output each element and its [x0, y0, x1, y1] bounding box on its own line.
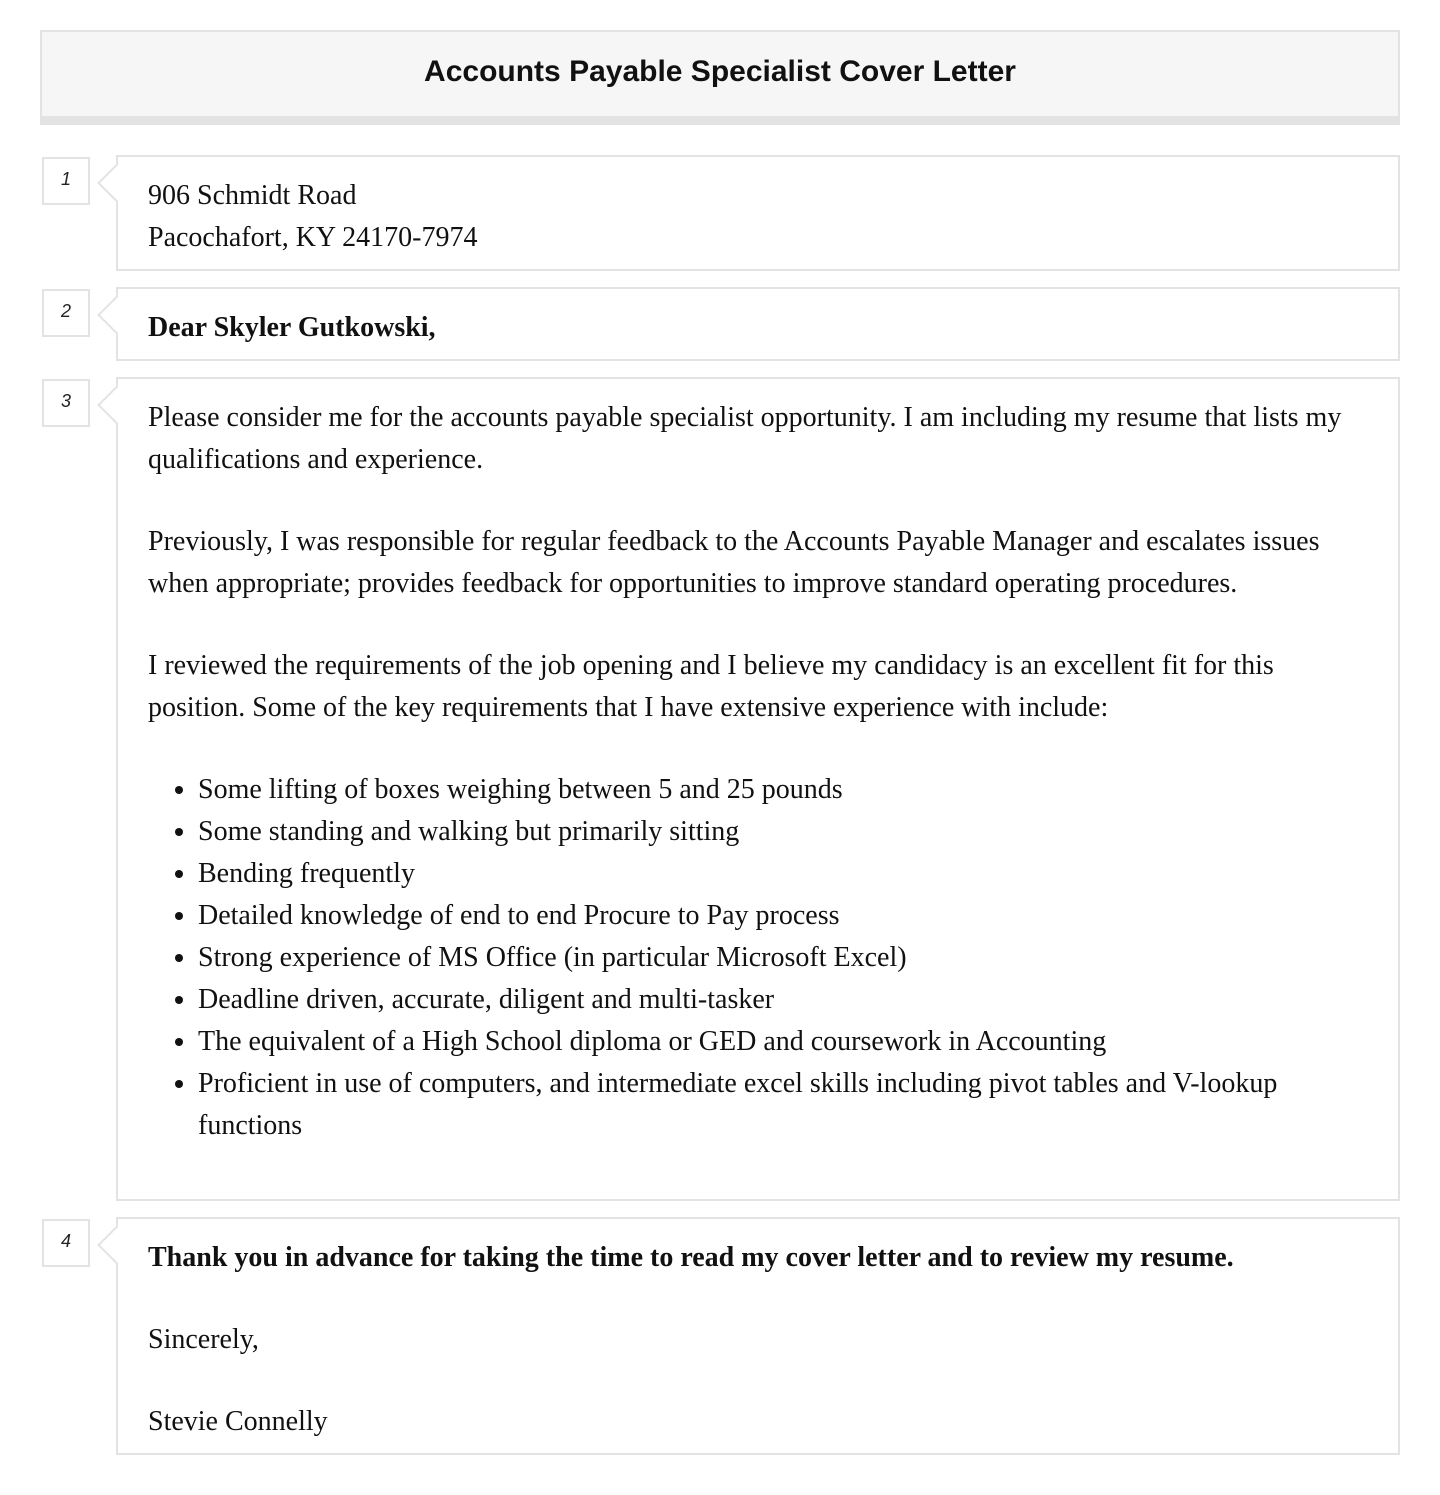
- list-item: • Some standing and walking but primarily sitting: [198, 811, 1368, 853]
- closing-statement: Thank you in advance for taking the time to read my cover letter and to review my resume.: [148, 1242, 1234, 1273]
- signoff: Sincerely,: [148, 1324, 259, 1355]
- list-item: • Detailed knowledge of end to end Procure to Pay process: [198, 895, 1368, 937]
- section-number-3: 3: [42, 379, 90, 427]
- title-bar: [40, 30, 1400, 125]
- page-title: Accounts Payable Specialist Cover Letter: [424, 55, 1016, 88]
- list-item: • Some lifting of boxes weighing between 5 and 25 pounds: [198, 769, 1368, 811]
- address-line-2: Pacochafort, KY 24170-7974: [148, 222, 478, 253]
- list-item: • The equivalent of a High School diploma or GED and coursework in Accounting: [198, 1021, 1368, 1063]
- list-item: • Bending frequently: [198, 853, 1368, 895]
- salutation: Dear Skyler Gutkowski,: [148, 312, 436, 343]
- section-body: [116, 377, 1400, 1201]
- section-closing: [116, 1217, 1400, 1455]
- section-number-4: 4: [42, 1219, 90, 1267]
- body-paragraph-1: Please consider me for the accounts payable specialist opportunity. I am including my resume that lists my qualifications and experience.: [148, 402, 1342, 475]
- list-item: • Deadline driven, accurate, diligent and multi-tasker: [198, 979, 1368, 1021]
- address-block: [148, 175, 1368, 259]
- body-paragraph-3: I reviewed the requirements of the job opening and I believe my candidacy is an excellent fit for this position. Some of the key requirements that I have extensive experience with include:: [148, 650, 1274, 723]
- address-line-1: 906 Schmidt Road: [148, 180, 357, 211]
- section-number-1: 1: [42, 157, 90, 205]
- list-item: • Proficient in use of computers, and intermediate excel skills including pivot tables and V-lookup functions: [198, 1063, 1368, 1147]
- signature-name: Stevie Connelly: [148, 1406, 328, 1437]
- requirements-list: [148, 769, 1368, 1147]
- list-item: • Strong experience of MS Office (in particular Microsoft Excel): [198, 937, 1368, 979]
- section-address: [116, 155, 1400, 271]
- section-salutation: [116, 287, 1400, 361]
- section-number-2: 2: [42, 289, 90, 337]
- body-paragraph-2: Previously, I was responsible for regular feedback to the Accounts Payable Manager and escalates issues when appropriate; provides feedback for opportunities to improve standard operating procedures.: [148, 526, 1320, 599]
